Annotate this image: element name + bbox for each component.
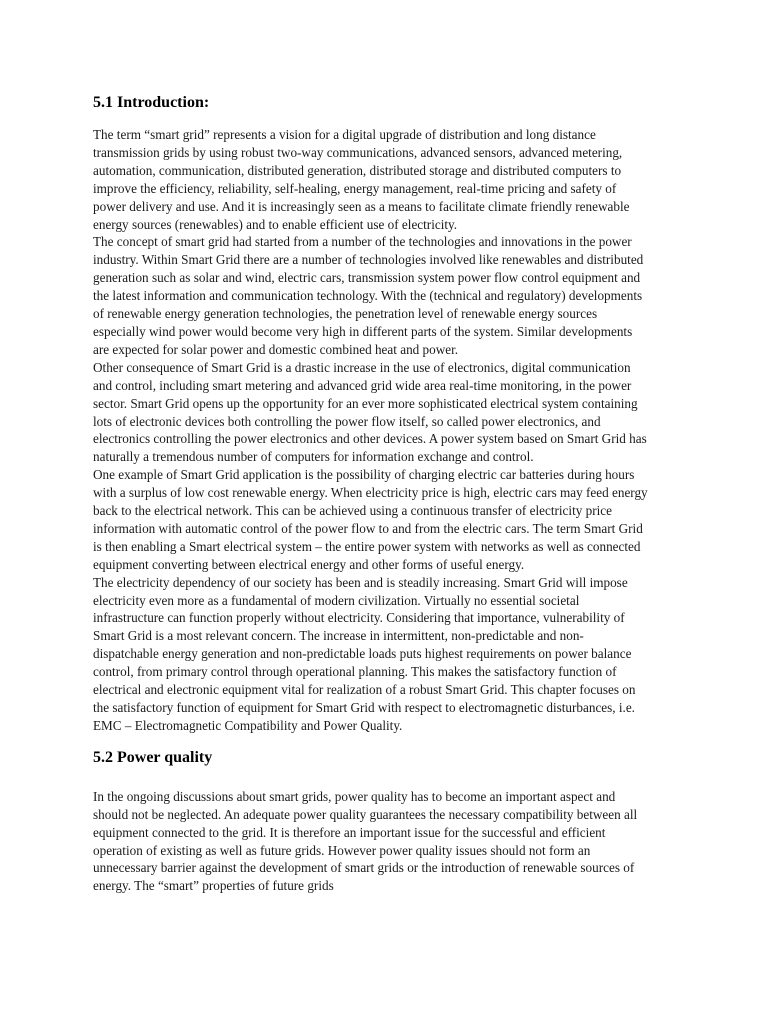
paragraph: The electricity dependency of our society has been and is steadily increasing. Smart Grid will impose electricity even more as a fundamental of modern civilization. Virtually no essential societal infrastructure can function properly without electricity. Considering that importance, vulnerability of Smart Grid is a most relevant concern. The increase in intermittent, non-predictable and non-dispatchable energy generation and non-predictable loads puts highest requirements on power balance control, from primary control through operational planning. This makes the satisfactory function of electrical and electronic equipment vital for realization of a robust Smart Grid. This chapter focuses on the satisfactory function of equipment for Smart Grid with respect to electromagnetic disturbances, i.e. EMC – Electromagnetic Compatibility and Power Quality. xyxy=(93,574,636,733)
section-heading-introduction: 5.1 Introduction: xyxy=(93,94,210,111)
document-body xyxy=(93,92,649,895)
paragraph: The concept of smart grid had started from a number of the technologies and innovations in the power industry. Within Smart Grid there are a number of technologies involved like renewables and distributed generation such as solar and wind, electric cars, transmission system power flow control equipment and the latest information and communication technology. With the (technical and regulatory) developments of renewable energy generation technologies, the penetration level of renewable energy sources especially wind power would become very high in different parts of the system. Similar developments are expected for solar power and domestic combined heat and power. xyxy=(93,234,644,357)
paragraph: One example of Smart Grid application is the possibility of charging electric car batteries during hours with a surplus of low cost renewable energy. When electricity price is high, electric cars may feed energy back to the electrical network. This can be achieved using a continuous transfer of electricity price information with automatic control of the power flow to and from the electric cars. The term Smart Grid is then enabling a Smart electrical system – the entire power system with networks as well as connected equipment converting between electrical energy and other forms of useful energy. xyxy=(93,467,648,572)
paragraph: Other consequence of Smart Grid is a drastic increase in the use of electronics, digital communication and control, including smart metering and advanced grid wide area real-time monitoring, in the power sector. Smart Grid opens up the opportunity for an ever more sophisticated electrical system containing lots of electronic devices both controlling the power flow itself, so called power electronics, and electronics controlling the power electronics and other devices. A power system based on Smart Grid has naturally a tremendous number of computers for information exchange and control. xyxy=(93,359,647,465)
section-heading-power-quality: 5.2 Power quality xyxy=(93,748,213,766)
paragraph: In the ongoing discussions about smart grids, power quality has to become an important aspect and should not be neglected. An adequate power quality guarantees the necessary compatibility between all equipment connected to the grid. It is therefore an important issue for the successful and efficient operation of existing as well as future grids. However power quality issues should not form an unnecessary barrier against the development of smart grids or the introduction of renewable sources of energy. The “smart” properties of future grids xyxy=(93,788,638,894)
paragraph: The term “smart grid” represents a vision for a digital upgrade of distribution and long distance transmission grids by using robust two-way communications, advanced sensors, advanced metering, automation, communication, distributed generation, distributed storage and distributed computers to improve the efficiency, reliability, self-healing, energy management, real-time pricing and safety of power delivery and use. And it is increasingly seen as a means to facilitate climate friendly renewable energy sources (renewables) and to enable efficient use of electricity. xyxy=(93,127,630,232)
